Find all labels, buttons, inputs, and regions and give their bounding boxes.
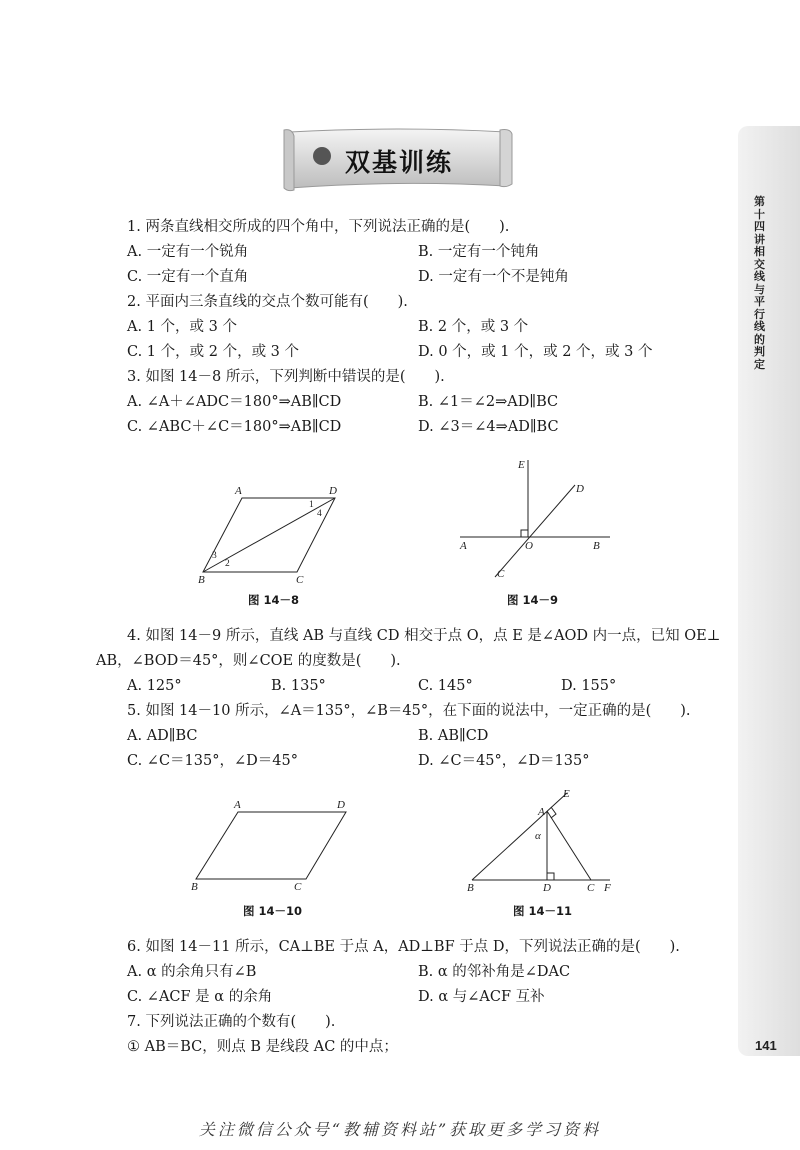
fig10-label-d: D xyxy=(337,799,345,811)
question-6-option-b: B. α 的邻补角是∠DAC xyxy=(418,964,571,980)
question-1-stem: 1. 两条直线相交所成的四个角中，下列说法正确的是( ). xyxy=(127,219,510,235)
question-3-option-c: C. ∠ABC＋∠C＝180°⇒AB∥CD xyxy=(127,419,342,435)
fig8-angle-2: 2 xyxy=(225,559,230,569)
fig8-angle-3: 3 xyxy=(212,551,217,561)
question-2-option-d: D. 0 个，或 1 个，或 2 个，或 3 个 xyxy=(418,344,653,360)
fig9-label-e: E xyxy=(518,459,525,471)
fig8-label-b: B xyxy=(198,574,205,585)
figure-14-9 xyxy=(455,455,615,585)
question-6-option-a: A. α 的余角只有∠B xyxy=(127,964,257,980)
fig9-right-angle-mark xyxy=(521,530,528,537)
fig11-right-angle-d xyxy=(547,873,554,880)
question-1-option-a: A. 一定有一个锐角 xyxy=(127,244,249,260)
question-4-stem: 4. 如图 14－9 所示，直线 AB 与直线 CD 相交于点 O，点 E 是∠AOD 内一点，已知 OE⊥ xyxy=(127,628,721,644)
question-4-stem-cont: AB，∠BOD＝45°，则∠COE 的度数是( ). xyxy=(96,653,401,669)
side-tab-label: 第十四讲 相交线与平行线的判定 xyxy=(754,195,765,371)
question-3-option-b: B. ∠1＝∠2⇒AD∥BC xyxy=(418,394,559,410)
question-6-option-d: D. α 与∠ACF 互补 xyxy=(418,989,545,1005)
question-3-option-d: D. ∠3＝∠4⇒AD∥BC xyxy=(418,419,559,435)
footer-watermark: 关注微信公众号“教辅资料站”获取更多学习资料 xyxy=(198,1120,602,1139)
fig9-label-a: A xyxy=(460,540,467,552)
question-1-option-c: C. 一定有一个直角 xyxy=(127,269,249,285)
fig10-caption: 图 14－10 xyxy=(243,904,303,918)
figure-14-11 xyxy=(462,785,622,895)
fig11-caption: 图 14－11 xyxy=(513,904,573,918)
page-title: 双基训练 xyxy=(345,148,454,177)
question-4-option-d: D. 155° xyxy=(561,678,617,694)
question-1-option-b: B. 一定有一个钝角 xyxy=(418,244,540,260)
fig11-line-be xyxy=(472,793,567,880)
fig10-parallelogram xyxy=(196,812,346,879)
fig11-label-f: F xyxy=(604,882,611,894)
fig9-label-o: O xyxy=(525,540,533,552)
question-5-option-b: B. AB∥CD xyxy=(418,728,489,744)
question-7-stem: 7. 下列说法正确的个数有( ). xyxy=(127,1014,336,1030)
fig8-label-d: D xyxy=(329,485,337,497)
fig11-label-d: D xyxy=(543,882,551,894)
question-5-option-a: A. AD∥BC xyxy=(127,728,198,744)
question-4-option-a: A. 125° xyxy=(127,678,182,694)
fig11-label-alpha: α xyxy=(535,830,541,842)
fig8-label-a: A xyxy=(235,485,242,497)
question-3-option-a: A. ∠A＋∠ADC＝180°⇒AB∥CD xyxy=(127,394,342,410)
fig10-label-a: A xyxy=(234,799,241,811)
fig8-angle-4: 4 xyxy=(317,509,322,519)
question-7-statement-1: ① AB＝BC，则点 B 是线段 AC 的中点； xyxy=(127,1039,398,1055)
question-2-stem: 2. 平面内三条直线的交点个数可能有( ). xyxy=(127,294,408,310)
fig9-label-d: D xyxy=(576,483,584,495)
question-2-option-a: A. 1 个，或 3 个 xyxy=(127,319,237,335)
fig8-caption: 图 14－8 xyxy=(248,593,300,607)
fig11-label-a: A xyxy=(538,806,545,818)
fig11-label-c: C xyxy=(587,882,595,894)
question-5-stem: 5. 如图 14－10 所示，∠A＝135°，∠B＝45°，在下面的说法中，一定正确的是( ). xyxy=(127,703,691,719)
fig9-label-b: B xyxy=(593,540,600,552)
fig11-segment-ac xyxy=(547,811,591,880)
question-1-option-d: D. 一定有一个不是钝角 xyxy=(418,269,569,285)
question-6-stem: 6. 如图 14－11 所示，CA⊥BE 于点 A，AD⊥BF 于点 D，下列说法正确的是( ). xyxy=(127,939,680,955)
question-6-option-c: C. ∠ACF 是 α 的余角 xyxy=(127,989,273,1005)
question-2-option-b: B. 2 个，或 3 个 xyxy=(418,319,529,335)
fig8-label-c: C xyxy=(296,574,304,585)
question-5-option-d: D. ∠C＝45°，∠D＝135° xyxy=(418,753,590,769)
fig11-right-angle-a xyxy=(551,807,556,818)
fig9-label-c: C xyxy=(497,568,505,580)
fig10-label-b: B xyxy=(191,881,198,893)
figure-14-10 xyxy=(188,795,358,895)
question-3-stem: 3. 如图 14－8 所示，下列判断中错误的是( ). xyxy=(127,369,445,385)
figure-14-8 xyxy=(195,480,345,585)
fig11-label-e: E xyxy=(563,788,570,800)
question-4-option-b: B. 135° xyxy=(271,678,326,694)
fig9-caption: 图 14－9 xyxy=(507,593,559,607)
question-2-option-c: C. 1 个，或 2 个，或 3 个 xyxy=(127,344,300,360)
page-number: 141 xyxy=(755,1038,777,1053)
fig9-line-cd xyxy=(495,485,575,577)
question-4-option-c: C. 145° xyxy=(418,678,473,694)
bullet-circle-icon xyxy=(313,147,331,165)
fig10-label-c: C xyxy=(294,881,302,893)
fig11-label-b: B xyxy=(467,882,474,894)
question-5-option-c: C. ∠C＝135°，∠D＝45° xyxy=(127,753,298,769)
fig8-angle-1: 1 xyxy=(309,500,314,510)
